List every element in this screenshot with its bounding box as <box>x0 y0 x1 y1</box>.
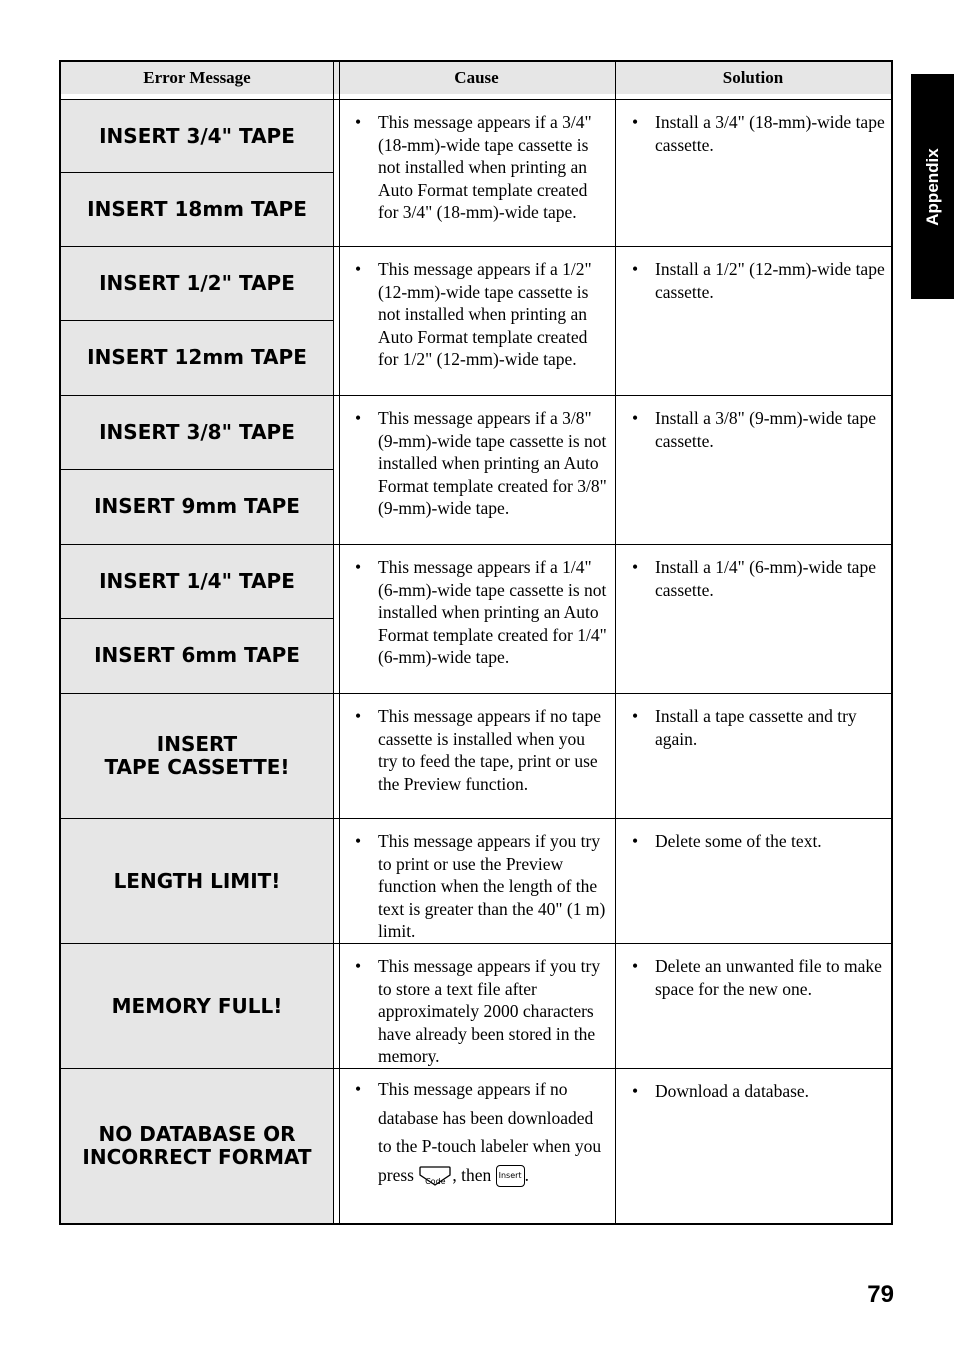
cause-text: This message appears if a 1/4" (6-mm)-wide tape cassette is not installed when printing an Auto Format template created for 1/4" (6-mm)-wide tape. <box>378 557 607 667</box>
table-row <box>61 819 891 944</box>
bullet: • <box>355 557 362 577</box>
cause-text: This message appears if you try to store a text file after approximately 2000 characters have already been stored in the memory. <box>378 956 601 1066</box>
error-message: INSERT 3/4" TAPE <box>99 123 295 148</box>
error-message: INSERT 18mm TAPE <box>87 196 307 221</box>
solution-text: Install a 1/2" (12-mm)-wide tape cassette. <box>655 259 885 302</box>
error-message: INSERT 9mm TAPE <box>94 494 300 518</box>
table-row <box>61 545 891 694</box>
bullet: • <box>355 831 362 851</box>
cause-text: This message appears if a 1/2" (12-mm)-wide tape cassette is not installed when printing an Auto Format template created for 1/2" (12-mm)-wide tape. <box>378 259 592 369</box>
table-row <box>61 694 891 819</box>
table-row <box>61 396 891 545</box>
bullet: • <box>632 706 639 726</box>
solution-text: Delete an unwanted file to make space for the new one. <box>655 956 882 999</box>
bullet: • <box>355 112 362 132</box>
error-message-line: TAPE CASSETTE! <box>104 755 290 779</box>
bullet: • <box>355 259 362 279</box>
bullet: • <box>632 259 639 279</box>
bullet: • <box>355 408 362 428</box>
bullet: • <box>632 831 639 851</box>
bullet: • <box>632 1081 639 1101</box>
solution-text: Install a 3/8" (9-mm)-wide tape cassette. <box>655 408 876 451</box>
header-solution: Solution <box>722 68 784 87</box>
solution-text: Download a database. <box>655 1081 810 1101</box>
bullet: • <box>632 557 639 577</box>
cause-text: This message appears if a 3/4" (18-mm)-wide tape cassette is not installed when printing an Auto Format template created for 3/4" (18-mm)-wide tape. <box>378 112 592 222</box>
error-message: INSERT 1/2" TAPE <box>99 271 295 295</box>
bullet: • <box>355 706 362 726</box>
bullet: • <box>355 1079 362 1099</box>
error-message: INSERT 3/8" TAPE <box>99 420 295 444</box>
page-number: 79 <box>867 1281 894 1308</box>
error-message: INSERT 12mm TAPE <box>87 345 307 369</box>
table-header <box>61 62 891 95</box>
bullet: • <box>632 408 639 428</box>
insert-key-icon: Insert <box>496 1165 525 1187</box>
section-tab-label: Appendix <box>922 147 942 226</box>
solution-text: Install a 1/4" (6-mm)-wide tape cassette. <box>655 557 876 600</box>
error-message-line: INSERT <box>156 732 238 756</box>
table-row <box>61 247 891 396</box>
cause-text-part: This message appears if no database has been downloaded to the P-touch labeler when you press <box>378 1079 602 1185</box>
cause-text: This message appears if a 3/8" (9-mm)-wide tape cassette is not installed when printing an Auto Format template created for 3/8" (9-mm)-wide tape. <box>378 408 607 518</box>
table-row <box>61 1069 891 1223</box>
cause-text <box>378 1075 607 1189</box>
solution-text: Install a 3/4" (18-mm)-wide tape cassette. <box>655 112 885 155</box>
header-cause: Cause <box>454 68 499 87</box>
cause-text-part: , <box>452 1164 457 1185</box>
cause-text: This message appears if no tape cassette is installed when you try to feed the tape, print or use the Preview function. <box>378 706 602 794</box>
bullet: • <box>355 956 362 976</box>
table-row <box>61 944 891 1069</box>
code-key-label: Code <box>425 1177 446 1187</box>
cause-text: This message appears if you try to print or use the Preview function when the length of the text is greater than the 40" (1 m) limit. <box>378 831 606 941</box>
code-key-icon <box>418 1165 452 1187</box>
error-message <box>61 694 333 818</box>
cause-text-part: then <box>461 1164 492 1185</box>
error-message-line: INCORRECT FORMAT <box>82 1145 312 1169</box>
section-tab <box>911 74 954 299</box>
solution-text: Install a tape cassette and try again. <box>655 706 857 749</box>
solution-text: Delete some of the text. <box>655 831 822 851</box>
error-message <box>61 1069 333 1223</box>
table-row <box>61 100 891 247</box>
error-message: LENGTH LIMIT! <box>113 868 281 893</box>
header-error-message: Error Message <box>143 68 251 87</box>
column-rule <box>333 62 334 1223</box>
bullet: • <box>632 112 639 132</box>
error-message: INSERT 6mm TAPE <box>94 643 300 667</box>
cause-text-part: . <box>524 1164 529 1185</box>
error-table <box>59 60 893 1225</box>
error-message-line: NO DATABASE OR <box>98 1122 296 1146</box>
column-rule <box>339 62 340 1223</box>
bullet: • <box>632 956 639 976</box>
error-message: INSERT 1/4" TAPE <box>99 569 295 593</box>
column-rule <box>615 62 616 1223</box>
error-message: MEMORY FULL! <box>111 993 283 1018</box>
